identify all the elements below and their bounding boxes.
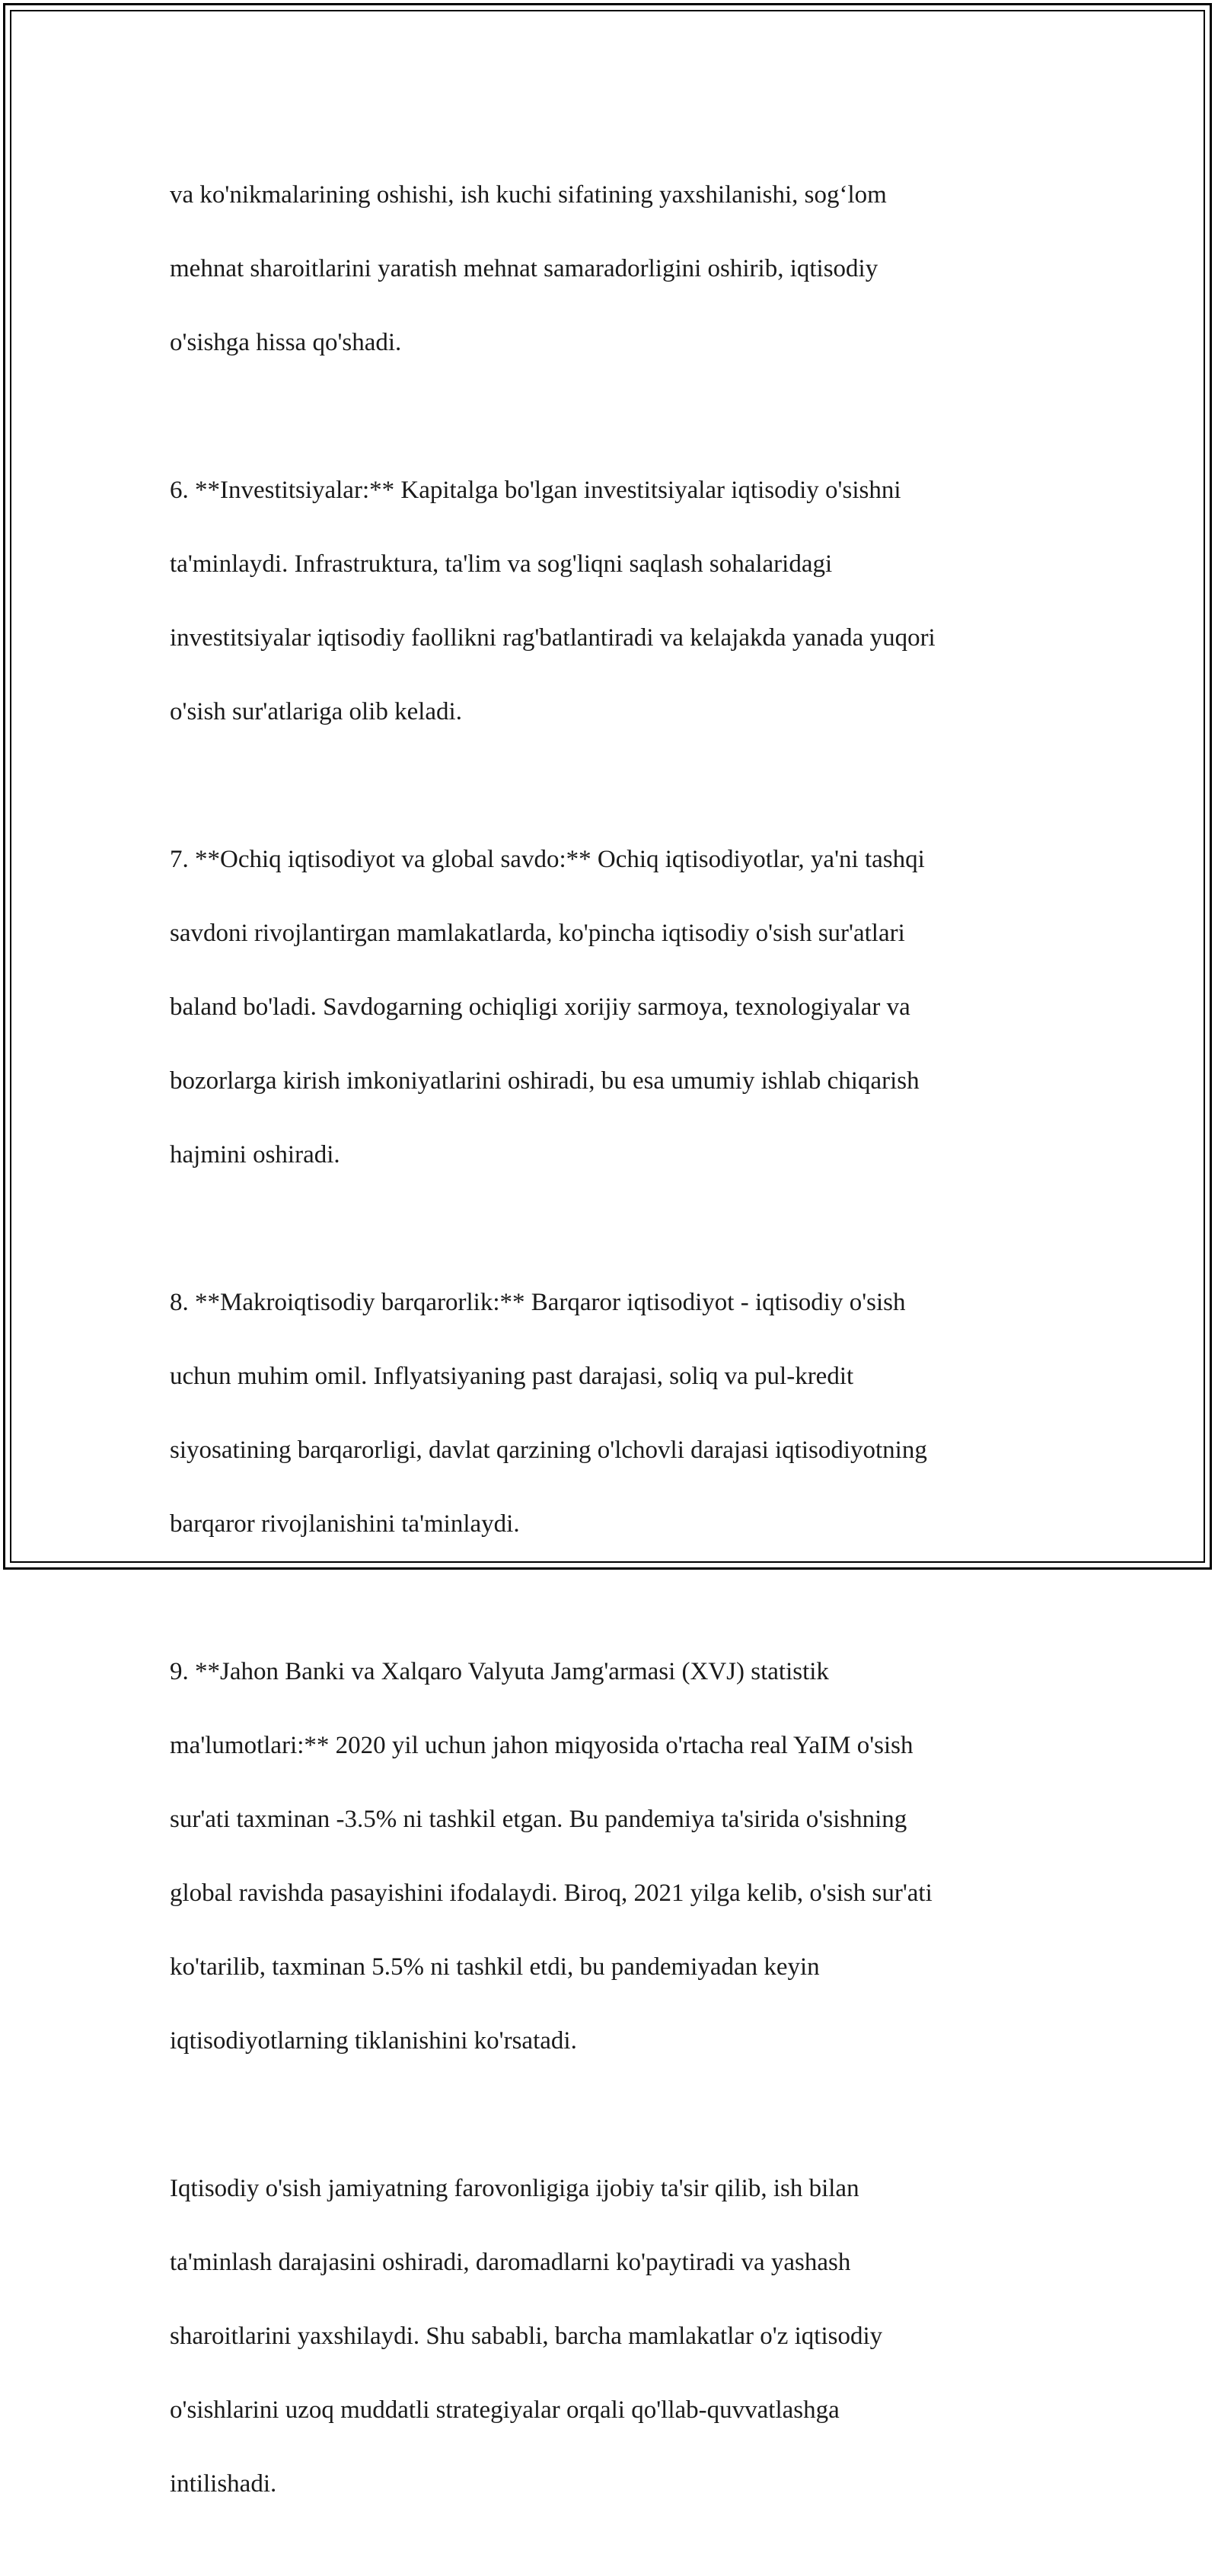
text-line: sharoitlarini yaxshilaydi. Shu sababli, barcha mamlakatlar o'z iqtisodiy <box>170 2322 883 2350</box>
text-line: global ravishda pasayishini ifodalaydi. Biroq, 2021 yilga kelib, o'sish sur'ati <box>170 1879 933 1907</box>
text-line: Iqtisodiy o'sish jamiyatning farovonligiga ijobiy ta'sir qilib, ish bilan <box>170 2174 859 2202</box>
text-line: bozorlarga kirish imkoniyatlarini oshiradi, bu esa umumiy ishlab chiqarish <box>170 1066 920 1095</box>
text-line: 9. **Jahon Banki va Xalqaro Valyuta Jamg'armasi (XVJ) statistik <box>170 1657 829 1685</box>
paragraph-intro-continuation <box>170 139 1041 398</box>
text-line: 6. **Investitsiyalar:** Kapitalga bo'lgan investitsiyalar iqtisodiy o'sishni <box>170 476 901 504</box>
text-line: savdoni rivojlantirgan mamlakatlarda, ko'pincha iqtisodiy o'sish sur'atlari <box>170 919 905 947</box>
text-line: ko'tarilib, taxminan 5.5% ni tashkil etdi, bu pandemiyadan keyin <box>170 1953 820 1981</box>
text-line: siyosatining barqarorligi, davlat qarzining o'lchovli darajasi iqtisodiyotning <box>170 1436 927 1464</box>
paragraph-item-7-open-economy <box>170 804 1041 1210</box>
text-line: o'sishlarini uzoq muddatli strategiyalar orqali qo'llab-quvvatlashga <box>170 2396 840 2424</box>
paragraph-item-9-world-bank-imf <box>170 1616 1041 2096</box>
paragraph-conclusion <box>170 2133 1041 2539</box>
paragraph-item-8-macro-stability <box>170 1247 1041 1580</box>
text-line: 8. **Makroiqtisodiy barqarorlik:** Barqaror iqtisodiyot - iqtisodiy o'sish <box>170 1288 906 1316</box>
text-line: mehnat sharoitlarini yaratish mehnat samaradorligini oshirib, iqtisodiy <box>170 254 878 282</box>
text-line: baland bo'ladi. Savdogarning ochiqligi xorijiy sarmoya, texnologiyalar va <box>170 993 910 1021</box>
paragraph-item-6-investments <box>170 435 1041 767</box>
text-line: investitsiyalar iqtisodiy faollikni rag'batlantiradi va kelajakda yanada yuqori <box>170 623 936 652</box>
text-line: sur'ati taxminan -3.5% ni tashkil etgan. Bu pandemiya ta'sirida o'sishning <box>170 1805 907 1833</box>
text-line: va ko'nikmalarining oshishi, ish kuchi sifatining yaxshilanishi, sog‘lom <box>170 180 887 209</box>
text-line: ma'lumotlari:** 2020 yil uchun jahon miqyosida o'rtacha real YaIM o'sish <box>170 1731 914 1759</box>
text-line: ta'minlash darajasini oshiradi, daromadlarni ko'paytiradi va yashash <box>170 2248 851 2276</box>
text-line: uchun muhim omil. Inflyatsiyaning past darajasi, soliq va pul-kredit <box>170 1362 854 1390</box>
text-line: hajmini oshiradi. <box>170 1140 340 1168</box>
text-line: o'sish sur'atlariga olib keladi. <box>170 697 462 725</box>
text-line: barqaror rivojlanishini ta'minlaydi. <box>170 1510 520 1538</box>
document-body <box>170 139 1041 2576</box>
text-line: iqtisodiyotlarning tiklanishini ko'rsatadi. <box>170 2026 577 2055</box>
text-line: ta'minlaydi. Infrastruktura, ta'lim va sog'liqni saqlash sohalaridagi <box>170 550 833 578</box>
text-line: intilishadi. <box>170 2469 277 2498</box>
text-line: o'sishga hissa qo'shadi. <box>170 328 402 356</box>
text-line: 7. **Ochiq iqtisodiyot va global savdo:** Ochiq iqtisodiyotlar, ya'ni tashqi <box>170 845 925 873</box>
